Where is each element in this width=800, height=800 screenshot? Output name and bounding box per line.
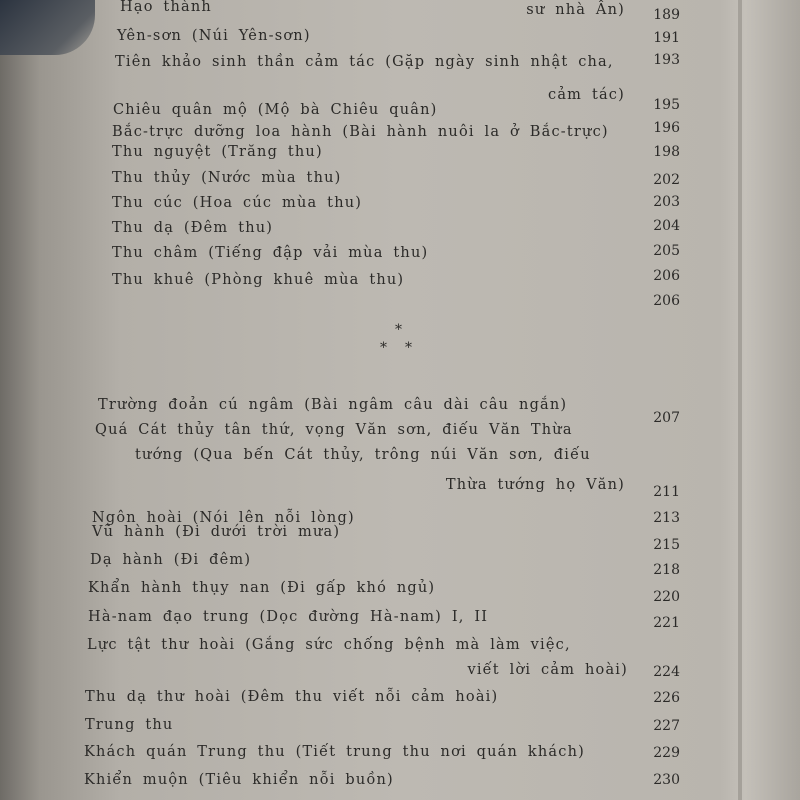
toc-page: 213 <box>653 510 680 526</box>
toc-entry-title: Khiển muộn (Tiêu khiển nỗi buồn) <box>84 772 394 788</box>
toc-page: 196 <box>653 120 680 136</box>
toc-entry-title: Trường đoản cú ngâm (Bài ngâm câu dài câu ngắn) <box>98 397 568 413</box>
toc-entry-title: Dạ hành (Đi đêm) <box>90 552 252 568</box>
toc-page: 206 <box>653 268 680 284</box>
toc-entry-title: Hạo thành <box>120 0 212 15</box>
toc-entry-title: Vũ hành (Đi dưới trời mưa) <box>92 524 341 540</box>
separator-asterisk: * <box>380 340 387 356</box>
toc-page: 191 <box>653 30 680 46</box>
toc-entry-title: Thu dạ thư hoài (Đêm thu viết nỗi cảm hoài) <box>85 689 499 705</box>
toc-page: 215 <box>653 537 680 553</box>
toc-entry-cont: Thừa tướng họ Văn) <box>445 477 625 493</box>
toc-page: 224 <box>653 664 680 680</box>
toc-page: 227 <box>653 718 680 734</box>
toc-entry-title: Thu khuê (Phòng khuê mùa thu) <box>112 272 405 288</box>
toc-entry-title: Ngôn hoài (Nói lên nỗi lòng) <box>92 510 355 526</box>
toc-entry-title: Yên-sơn (Núi Yên-sơn) <box>117 28 311 44</box>
toc-entry-line2: tướng (Qua bến Cát thủy, trông núi Văn sơn, điếu <box>135 447 591 463</box>
page-edge <box>738 0 742 800</box>
toc-entry-title: Quá Cát thủy tân thứ, vọng Văn sơn, điếu Văn Thừa <box>95 422 573 438</box>
toc-page: 195 <box>653 97 680 113</box>
toc-page: 218 <box>653 562 680 578</box>
toc-page: 221 <box>653 615 680 631</box>
toc-entry-cont: cảm tác) <box>548 87 625 103</box>
background-corner <box>0 0 95 55</box>
toc-entry-title: Thu cúc (Hoa cúc mùa thu) <box>112 195 363 211</box>
toc-page: 206 <box>653 293 680 309</box>
toc-page: 230 <box>653 772 680 788</box>
toc-page: 226 <box>653 690 680 706</box>
toc-entry-title: Thu nguyệt (Trăng thu) <box>112 144 323 160</box>
toc-page: 207 <box>653 410 680 426</box>
toc-page: 193 <box>653 52 680 68</box>
toc-page: 189 <box>653 7 680 23</box>
toc-entry-title: Khách quán Trung thu (Tiết trung thu nơi quán khách) <box>84 744 585 760</box>
toc-entry-title: Bắc-trực dưỡng loa hành (Bài hành nuôi la ở Bắc-trực) <box>112 124 609 140</box>
toc-entry-cont: viết lời cảm hoài) <box>467 662 628 678</box>
toc-entry-title: Tiên khảo sinh thần cảm tác (Gặp ngày sinh nhật cha, <box>115 54 614 70</box>
toc-page: 205 <box>653 243 680 259</box>
toc-page: 203 <box>653 194 680 210</box>
toc-page: 204 <box>653 218 680 234</box>
toc-entry-title: Trung thu <box>85 717 174 733</box>
toc-entry-title: Khẩn hành thụy nan (Đi gấp khó ngủ) <box>88 580 436 596</box>
toc-entry-title: Chiêu quân mộ (Mộ bà Chiêu quân) <box>113 102 438 118</box>
toc-entry-title: Lực tật thư hoài (Gắng sức chống bệnh mà làm việc, <box>87 637 571 653</box>
toc-entry-cont: sư nhà Ân) <box>526 2 625 18</box>
toc-entry-title: Thu dạ (Đêm thu) <box>112 220 274 236</box>
toc-entry-title: Thu châm (Tiếng đập vải mùa thu) <box>112 245 429 261</box>
separator-asterisk: * <box>395 322 402 338</box>
toc-entry-title: Thu thủy (Nước mùa thu) <box>112 170 342 186</box>
separator-asterisk: * <box>405 340 412 356</box>
toc-entry-title: Hà-nam đạo trung (Dọc đường Hà-nam) I, II <box>88 609 489 625</box>
toc-page: 202 <box>653 172 680 188</box>
toc-page: 198 <box>653 144 680 160</box>
toc-page: 220 <box>653 589 680 605</box>
toc-page: 229 <box>653 745 680 761</box>
toc-page: 211 <box>653 484 680 500</box>
